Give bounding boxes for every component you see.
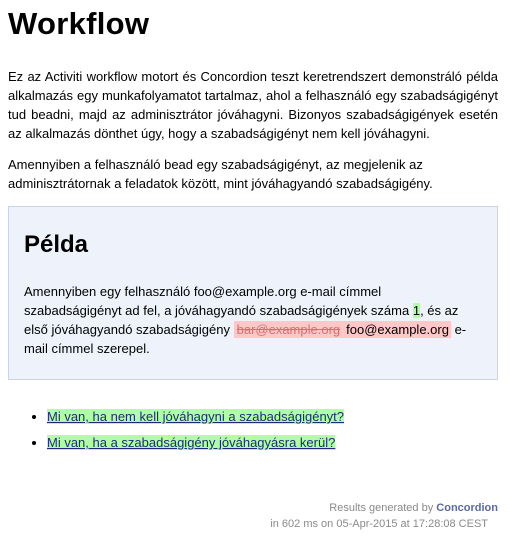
failed-assertion [234, 321, 451, 338]
example-text [24, 282, 481, 358]
expected-value: bar@example.org [236, 322, 341, 337]
concordion-link[interactable]: Concordion [436, 502, 498, 514]
list-item [47, 433, 498, 453]
related-specs-list [8, 407, 498, 453]
example-text-middle: , és az első jóváhagyandó szabadságigény [24, 303, 459, 337]
example-heading: Példa [24, 231, 89, 258]
passed-count-value: 1 [412, 303, 421, 318]
list-item [47, 407, 498, 427]
example-text-before: Amennyiben egy felhasználó foo@example.org e-mail címmel szabadságigényt ad fel, a jóváhagyandó szabadságigények száma [24, 284, 413, 318]
actual-value: foo@example.org [346, 322, 449, 337]
page-title: Workflow [8, 6, 150, 41]
footer-prefix: Results generated by [329, 502, 437, 514]
intro-paragraph-2: Amennyiben a felhasználó bead egy szabadságigényt, az megjelenik az adminisztrátornak a feladatok között, mint jóváhagyandó szabadságigény. [8, 157, 433, 191]
spec-link-no-approval[interactable]: Mi van, ha nem kell jóváhagyni a szabadságigényt? [47, 409, 345, 424]
spec-link-approval[interactable]: Mi van, ha a szabadságigény jóváhagyásra kerül? [47, 435, 336, 450]
footer-line-1 [270, 500, 498, 516]
intro-paragraph-1: Ez az Activiti workflow motort és Concordion teszt keretrendszert demonstráló példa alkalmazás egy munkafolyamatot tartalmaz, ahol a felhasználó egy szabadságigényt tud beadni, majd az adminisztrátor jóváhagyni. Bizonyos szabadságigények esetén az alkalmazás dönthet úgy, hogy a szabadságigényt nem kell jóváhagyni. [8, 69, 498, 141]
results-footer [270, 500, 498, 532]
footer-timing: in 602 ms on 05-Apr-2015 at 17:28:08 CEST [270, 518, 488, 530]
example-box [8, 206, 498, 380]
example-text-after: e-mail címmel szerepel. [24, 322, 467, 356]
